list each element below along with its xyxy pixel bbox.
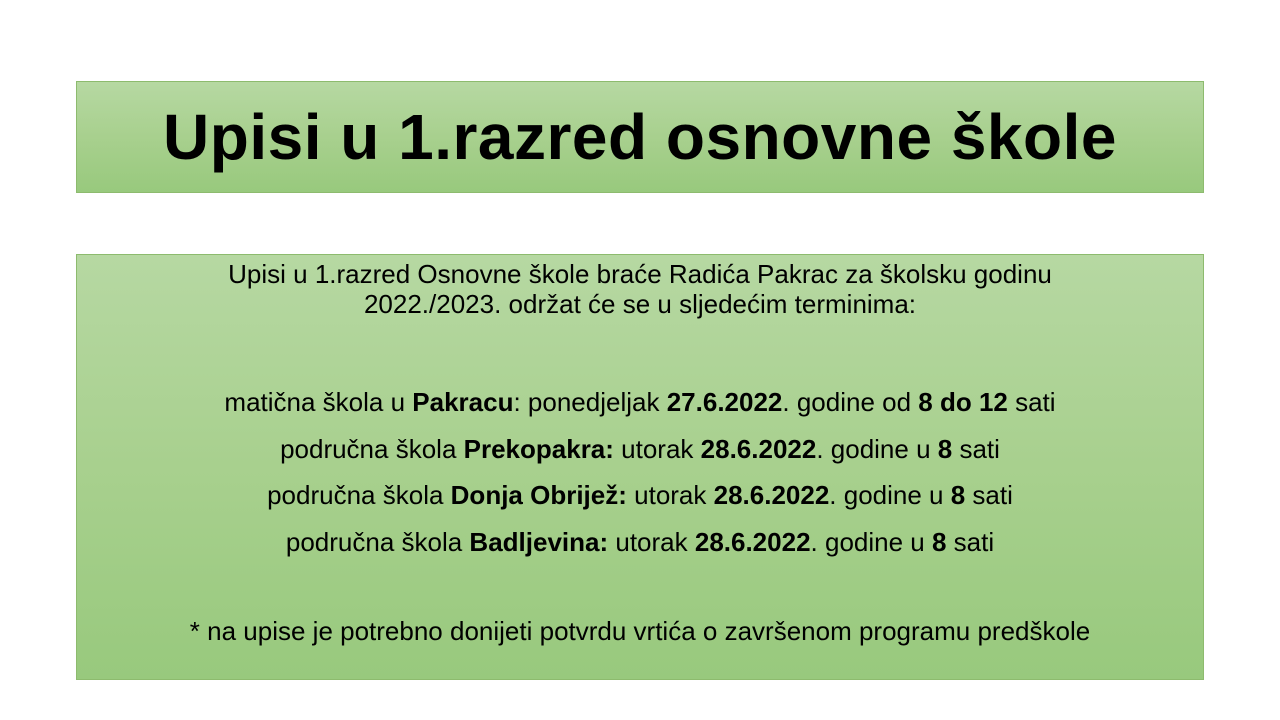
schedule-row-donja-obriez (77, 472, 1203, 519)
row-day: utorak (613, 433, 701, 464)
row-mid: . godine u (816, 433, 938, 464)
intro-line-2: 2022./2023. održat će se u sljedećim terminima: (363, 289, 917, 319)
intro-line-1: Upisi u 1.razred Osnovne škole braće Radića Pakrac za školsku godinu (228, 259, 1052, 289)
row-day: utorak (608, 527, 695, 558)
row-mid: . godine od (782, 387, 919, 417)
slide-title: Upisi u 1.razred osnovne škole (163, 101, 1117, 173)
school-name: Badljevina: (469, 527, 609, 558)
row-suffix: sati (1007, 387, 1056, 417)
school-name: Pakracu (412, 387, 514, 417)
school-name: Prekopakra: (463, 433, 614, 464)
row-time: 8 (950, 480, 966, 511)
row-suffix: sati (946, 527, 995, 558)
row-date: 28.6.2022 (694, 527, 811, 558)
intro-text (77, 259, 1203, 319)
schedule-list (77, 379, 1203, 566)
footnote: * na upise je potrebno donijeti potvrdu vrtića o završenom programu predškole (189, 616, 1091, 646)
row-date: 28.6.2022 (713, 480, 830, 511)
row-time: 8 (931, 527, 947, 558)
row-prefix: matična škola u (224, 387, 413, 417)
row-prefix: područna škola (285, 527, 470, 558)
row-day: : ponedjeljak (513, 387, 667, 417)
row-mid: . godine u (810, 527, 932, 558)
row-time: 8 do 12 (918, 387, 1008, 417)
title-box (76, 81, 1204, 193)
content-box (76, 254, 1204, 680)
row-prefix: područna škola (267, 480, 451, 511)
row-time: 8 (937, 433, 953, 464)
row-date: 28.6.2022 (700, 433, 817, 464)
school-name: Donja Obrijež: (450, 480, 627, 511)
row-date: 27.6.2022 (666, 387, 783, 417)
row-day: utorak (626, 480, 714, 511)
schedule-row-pakrac (77, 379, 1203, 426)
row-mid: . godine u (829, 480, 951, 511)
row-prefix: područna škola (280, 433, 464, 464)
row-suffix: sati (952, 433, 1000, 464)
schedule-row-badljevina (77, 519, 1203, 566)
schedule-row-prekopakra (77, 426, 1203, 473)
row-suffix: sati (965, 480, 1013, 511)
